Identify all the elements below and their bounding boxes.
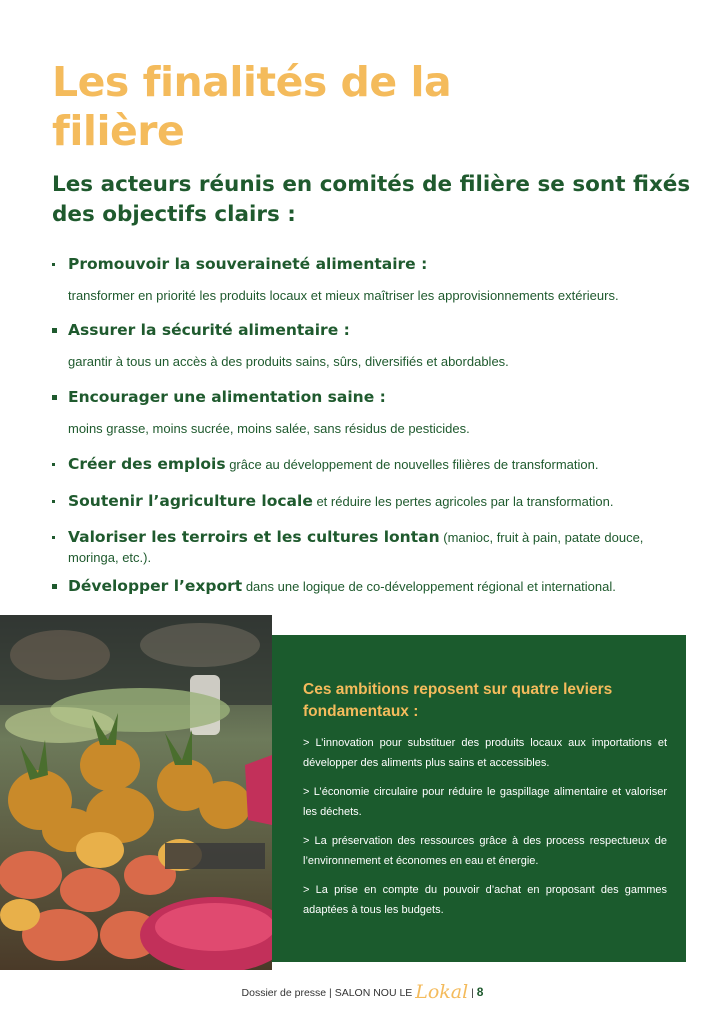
bullet-icon: [52, 263, 55, 266]
objective-text: (manioc, fruit à pain, patate douce, moringa, etc.).: [68, 530, 644, 565]
page-footer: [0, 982, 725, 1003]
footer-text: Dossier de presse | SALON NOU LE: [241, 987, 413, 999]
objective-title: Créer des emplois: [68, 455, 226, 473]
bullet-icon: [52, 328, 57, 333]
bullet-icon: [52, 584, 57, 589]
objective-description: transformer en priorité les produits locaux et mieux maîtriser les approvisionnements extérieurs.: [68, 288, 619, 303]
objective-title: Assurer la sécurité alimentaire :: [68, 321, 350, 339]
objective-item: [52, 527, 677, 568]
market-fruit-photo: [0, 615, 272, 970]
objective-item: [52, 320, 677, 371]
bullet-icon: [52, 536, 55, 539]
objective-text: grâce au développement de nouvelles filières de transformation.: [225, 457, 599, 472]
objective-text: dans une logique de co-développement régional et international.: [242, 579, 616, 594]
objective-title: Développer l’export: [68, 577, 243, 595]
footer-separator: |: [471, 987, 474, 999]
page-title: Les finalités de la filière: [52, 58, 452, 155]
lever-item: > L’économie circulaire pour réduire le gaspillage alimentaire et valoriser les déchets.: [303, 786, 667, 818]
objective-item: [52, 454, 677, 475]
levers-title: Ces ambitions reposent sur quatre leviers fondamentaux :: [303, 681, 613, 720]
bullet-icon: [52, 500, 55, 503]
objective-item: [52, 491, 677, 512]
page-number: 8: [476, 985, 484, 999]
objective-title: Valoriser les terroirs et les cultures lontan: [68, 528, 440, 546]
objective-text: et réduire les pertes agricoles par la transformation.: [312, 494, 614, 509]
lever-item: > La préservation des ressources grâce à des process respectueux de l’environnement et économes en eau et énergie.: [303, 835, 667, 867]
lokal-logo: Lokal: [415, 981, 469, 1003]
objective-title: Promouvoir la souveraineté alimentaire :: [68, 255, 428, 273]
objective-item: [52, 576, 677, 597]
lever-item: > La prise en compte du pouvoir d’achat en proposant des gammes adaptées à tous les budgets.: [303, 884, 667, 916]
bullet-icon: [52, 395, 57, 400]
lever-item: > L’innovation pour substituer des produits locaux aux importations et développer des aliments plus sains et accessibles.: [303, 737, 667, 769]
objective-description: moins grasse, moins sucrée, moins salée, sans résidus de pesticides.: [68, 421, 470, 436]
objective-title: Soutenir l’agriculture locale: [68, 492, 313, 510]
bullet-icon: [52, 463, 55, 466]
objective-item: [52, 254, 677, 305]
objective-description: garantir à tous un accès à des produits sains, sûrs, diversifiés et abordables.: [68, 354, 509, 369]
objective-item: [52, 387, 677, 438]
objective-title: Encourager une alimentation saine :: [68, 388, 386, 406]
page-subtitle: Les acteurs réunis en comités de filière se sont fixés des objectifs clairs :: [52, 172, 691, 227]
levers-panel: [272, 635, 686, 962]
